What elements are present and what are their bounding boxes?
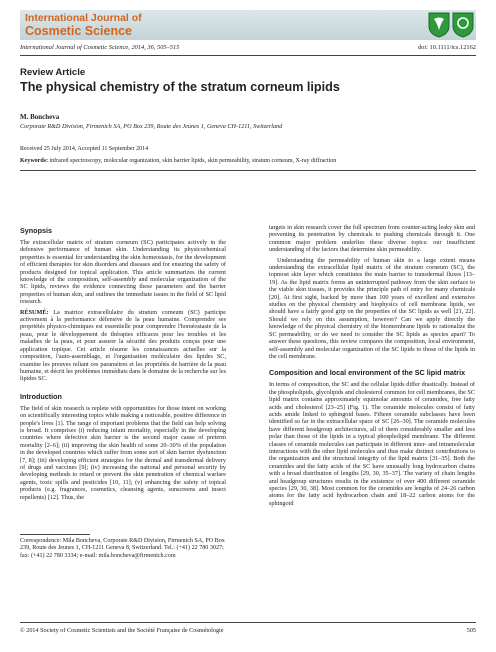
introduction-text: The field of skin research is replete with opportunities for those intent on working on scientifically interesting topics while making a noticeable, positive difference in people's lives [1]. The range of important problems that the field can help solving is broad. It comprises (i) reducing infant mortality, especially in the developing countries where defective skin barrier is the second major cause of preterm mortality [2–6]; (ii) improving the skin health of some 20–30% of the population in the developed countries which suffer from some sort of skin barrier dysfunction [7, 8]; (iii) developing efficient strategies for the dermal and transdermal delivery of drugs and vaccines [9]; (iv) increasing the national and personal security by developing methods to retard or prevent the skin penetration of chemical warfare agents, toxic spills and pesticides [10, 11]; (v) enhancing the safety of topical products (e.g. fragrances, cosmetics, cleansing agents, sunscreens and insect repellents) [12]. Thus, the: [20, 404, 226, 501]
resume-label: RÉSUMÉ:: [20, 308, 49, 316]
synopsis-heading: Synopsis: [20, 226, 52, 235]
resume-paragraph: [20, 309, 226, 383]
header-rule: [20, 55, 476, 56]
right-paragraph-3: In terms of composition, the SC and the cellular lipids differ drastically. Instead of the phospholipids, glycolipids and cholesterol common for cell membranes, the SC lipid matrix contains approximately equimolar amounts of ceramides, free fatty acids and cholesterol [23–25] (Fig. 1). The ceramide molecules consist of fatty acids amide linked to sphingoid bases. Fifteen ceramide subclasses have been identified so far in the extracellular space of SC [26–30]. The ceramide molecules have different headgroup architectures, all of them considerably smaller and less polar than those of the lipids in a typical phospholipid membrane. The different classes of ceramide molecules can participate in different inter- and intramolecular interactions with the other lipid molecules and thus make distinct contributions to the organization and the structural integrity of the lipid matrix [31–35]. Both the ceramides and the fatty acids of the SC have unusually long hydrocarbon chains with a broad distribution of lengths [29, 30, 35–37]. The variety of chain lengths and headgroup structures results in the existence of over 400 different ceramide species [29, 30, 38]. Most common for the ceramides are lengths of 24–26 carbon atoms for the fatty acid hydrocarbon chain and 18–22 carbon atoms for the sphingoid: [269, 381, 475, 507]
french-society-logo-icon: [452, 12, 474, 38]
journal-citation: International Journal of Cosmetic Science, 2014, 36, 505–515: [20, 44, 180, 51]
article-dates: Received 25 July 2014, Accepted 11 September 2014: [20, 146, 149, 152]
journal-citation-line: [20, 44, 476, 51]
keywords-rule: [20, 170, 476, 171]
composition-heading: Composition and local environment of the SC lipid matrix: [269, 368, 466, 378]
resume-text: La matrice extracellulaire du stratum corneum (SC) participe activement à la performance défensive de la peau humaine. Comprendre ses propriétés physico-chimiques est essentielle pour comprendre l'homéostasie de la peau, pour le développement de thérapies efficaces pour les troubles et les maladies de la peau, et pour assurer la sécurité des produits conçus pour une application topique. Cet article résume les connaissances actuelles sur la composition, l'auto-assemblage, et l'organisation moléculaire des lipides SC, examine les preuves reliant ces paramètres et les propriétés de barrière de la peau humaine, et décrit les problèmes immédiats dans le domaine de la recherche sur les lipides SC.: [20, 308, 226, 383]
copyright: © 2014 Society of Cosmetic Scientists and the Société Française de Cosmétologie: [20, 627, 224, 634]
article-title: The physical chemistry of the stratum corneum lipids: [20, 80, 340, 94]
journal-name-line1: International Journal of: [25, 12, 142, 24]
left-column: [20, 224, 226, 504]
right-paragraph-1: targets in skin research cover the full spectrum from counter-acting leaky skin and preventing its penetration by chemicals to pushing chemicals through it. One common major problem underlies these diverse topics: our insufficient understanding of the factors that determine skin permeability.: [269, 224, 475, 254]
doi-link[interactable]: doi: 10.1111/ics.12162: [417, 44, 476, 51]
keywords-label: Keywords:: [20, 158, 48, 164]
synopsis-text: The extracellular matrix of stratum corneum (SC) participates actively in the defensive performance of human skin. Understanding its physicochemical properties is essential for understanding the skin homeostasis, for the development of efficient therapies for skin disorders and diseases and for ensuring the safety of products designed for topical application. This article summarizes the current knowledge of the composition, self-assembly and molecular organization of the SC lipids, reviews the evidence connecting these parameters and the barrier properties of human skin, and outlines the immediate issues in the field of SC lipid research.: [20, 239, 226, 306]
society-logo-icon: [428, 12, 450, 38]
keywords: [20, 158, 336, 164]
keywords-list: infrared spectroscopy, molecular organization, skin barrier lipids, skin permeability, stratum corneum, X-ray diffraction: [48, 158, 337, 164]
journal-name-line2: Cosmetic Science: [25, 24, 132, 38]
footer-rule: [20, 622, 476, 623]
author-affiliation: Corporate R&D Division, Firmenich SA, PO Box 239, Route des Jeunes 1, Geneva CH-1211, Switzerland: [20, 123, 283, 130]
right-column: [269, 224, 475, 510]
article-type: Review Article: [20, 67, 86, 78]
correspondence: Correspondence: Mila Boncheva, Corporate R&D Division, Firmenich SA, PO Box 239, Route des Jeunes 1, CH-1211 Geneva 8, Switzerland. Tel.: (+41) 22 780 3027; fax: (+41) 22 780 3334; e-mail: mila.boncheva@firmenich.com: [20, 538, 225, 559]
right-paragraph-2: Understanding the permeability of human skin to a large extent means understanding the extracellular lipid matrix of the stratum corneum (SC), the topmost skin layer which constitutes the main barrier to transdermal fluxes [13–19]. As the lipid matrix forms an uninterrupted pathway from the skin surface to the viable skin tissues, it provides the principle path of entry for many chemicals [20]. At first sight, backed by more than 100 years of excellent and extensive studies on the physical chemistry and biophysics of cell membrane lipids, we should have a fairly good grip on the properties of the SC lipids as well [21, 22]. Should we rely on this assumption, however? Can we apply directly the knowledge of the physical chemistry of the biomembrane lipids to rationalize the SC permeability, or do we need to consider the SC lipids as species apart? To answer these questions, this review compares the composition, local environment, self-assembly and molecular organization of the SC lipids to those of the lipids in the cell membrane.: [269, 256, 475, 360]
correspondence-rule: [20, 534, 90, 535]
page-number: 505: [466, 627, 476, 634]
journal-banner: [20, 10, 476, 40]
introduction-heading: Introduction: [20, 391, 62, 401]
author-name: M. Boncheva: [20, 113, 60, 121]
page-footer: [20, 627, 476, 634]
